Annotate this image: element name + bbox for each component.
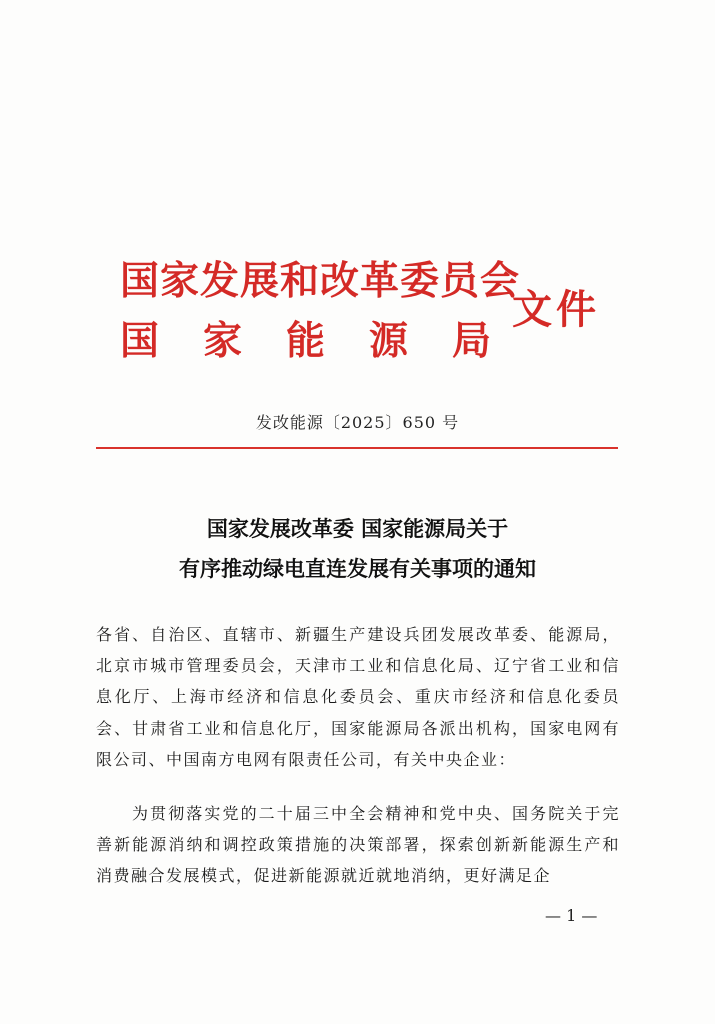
page-number: — 1 —	[545, 906, 598, 925]
document-title-line-2: 有序推动绿电直连发展有关事项的通知	[179, 556, 536, 581]
addressee-list: 各省、自治区、直辖市、新疆生产建设兵团发展改革委、能源局，北京市城市管理委员会，天津市工业和信息化局、辽宁省工业和信息化厅、上海市经济和信息化委员会、重庆市经济和信息化委员会、甘肃省工业和信息化厅，国家能源局各派出机构，国家电网有限公司、中国南方电网有限责任公司，有关中央企业：	[96, 625, 620, 769]
body-paragraph: 为贯彻落实党的二十届三中全会精神和党中央、国务院关于完善新能源消纳和调控政策措施的决策部署，探索创新新能源生产和消费融合发展模式，促进新能源就近就地消纳，更好满足企	[96, 804, 620, 886]
document-type-label: 文件	[512, 287, 600, 333]
issuer-line-ndrc: 国家发展和改革委员会	[120, 259, 521, 304]
issuer-line-nea: 国家能源局	[120, 319, 536, 364]
document-number: 发改能源〔2025〕650 号	[255, 413, 460, 432]
red-separator-line	[96, 447, 618, 449]
document-title-line-1: 国家发展改革委 国家能源局关于	[206, 516, 509, 541]
